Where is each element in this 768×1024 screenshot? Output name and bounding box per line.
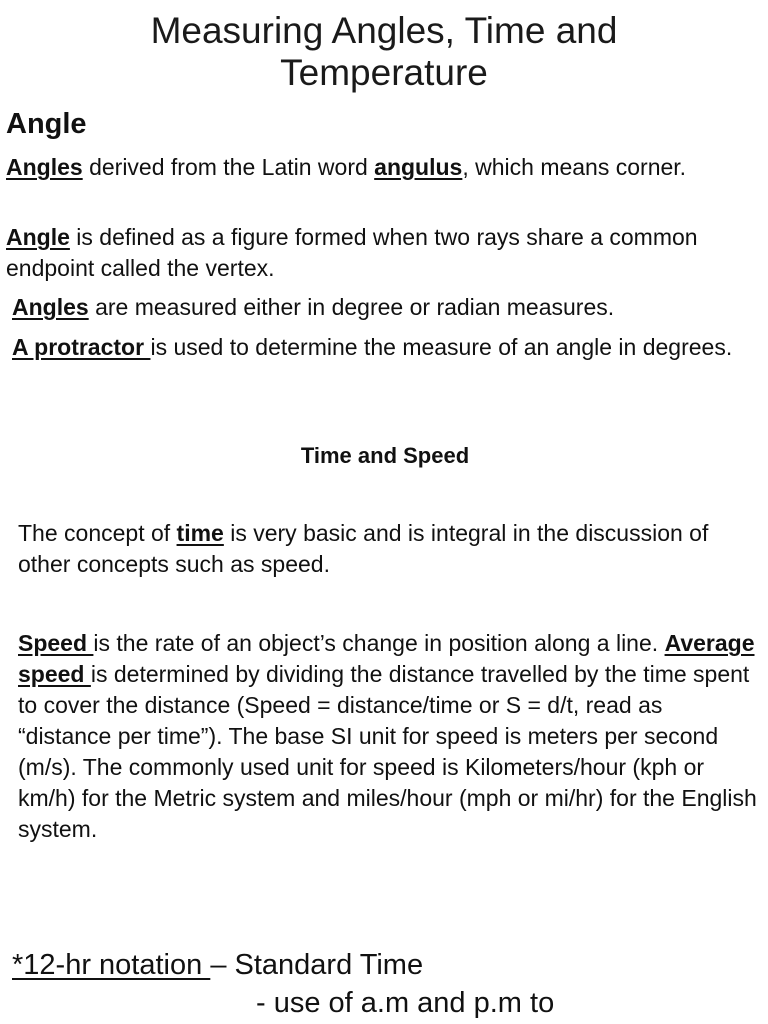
notation-text: – Standard Time — [210, 949, 424, 981]
paragraph-text: is the rate of an object’s change in position along a line. — [93, 630, 665, 656]
keyword-time: time — [176, 520, 224, 546]
paragraph-text: The concept of — [18, 520, 177, 546]
keyword-angles: Angles — [6, 154, 83, 180]
angle-origin-paragraph — [6, 152, 746, 183]
speed-paragraph — [18, 628, 762, 845]
time-speed-heading: Time and Speed — [300, 443, 470, 468]
paragraph-text: is very basic and is integral in the discussion of other concepts such as speed. — [18, 520, 709, 577]
title-line-1: Measuring Angles, Time and — [150, 10, 618, 51]
paragraph-text: derived from the Latin word — [82, 154, 375, 180]
paragraph-text: are measured either in degree or radian measures. — [88, 294, 615, 320]
keyword-angle: Angle — [6, 224, 70, 250]
keyword-angles: Angles — [12, 294, 89, 320]
notation-continuation: - use of a.m and p.m to — [256, 987, 555, 1019]
keyword-angulus: angulus — [374, 154, 463, 180]
time-concept-paragraph — [18, 518, 748, 580]
paragraph-text: , which means corner. — [462, 154, 687, 180]
paragraph-text: is defined as a figure formed when two rays share a common endpoint called the vertex. — [6, 224, 698, 281]
keyword-12hr-notation: *12-hr notation — [12, 949, 211, 981]
title-line-2: Temperature — [280, 52, 488, 93]
notation-line — [12, 946, 423, 984]
angle-heading: Angle — [6, 108, 87, 140]
angle-measures-paragraph — [12, 292, 752, 323]
page-title — [0, 10, 768, 94]
keyword-average-speed: Average speed — [18, 630, 755, 687]
paragraph-text: is determined by dividing the distance travelled by the time spent to cover the distance (Speed = distance/time or S = d/t, read as “distance per time”). The base SI unit for speed is meters per second (m/s). The commonly used unit for speed is Kilometers/hour (kph or km/h) for the Metric system and miles/hour (mph or mi/hr) for the English system. — [18, 661, 757, 842]
keyword-speed: Speed — [18, 630, 94, 656]
paragraph-text: is used to determine the measure of an angle in degrees. — [150, 334, 733, 360]
angle-definition-paragraph — [6, 222, 746, 284]
keyword-protractor: A protractor — [12, 334, 151, 360]
protractor-paragraph — [6, 332, 746, 363]
